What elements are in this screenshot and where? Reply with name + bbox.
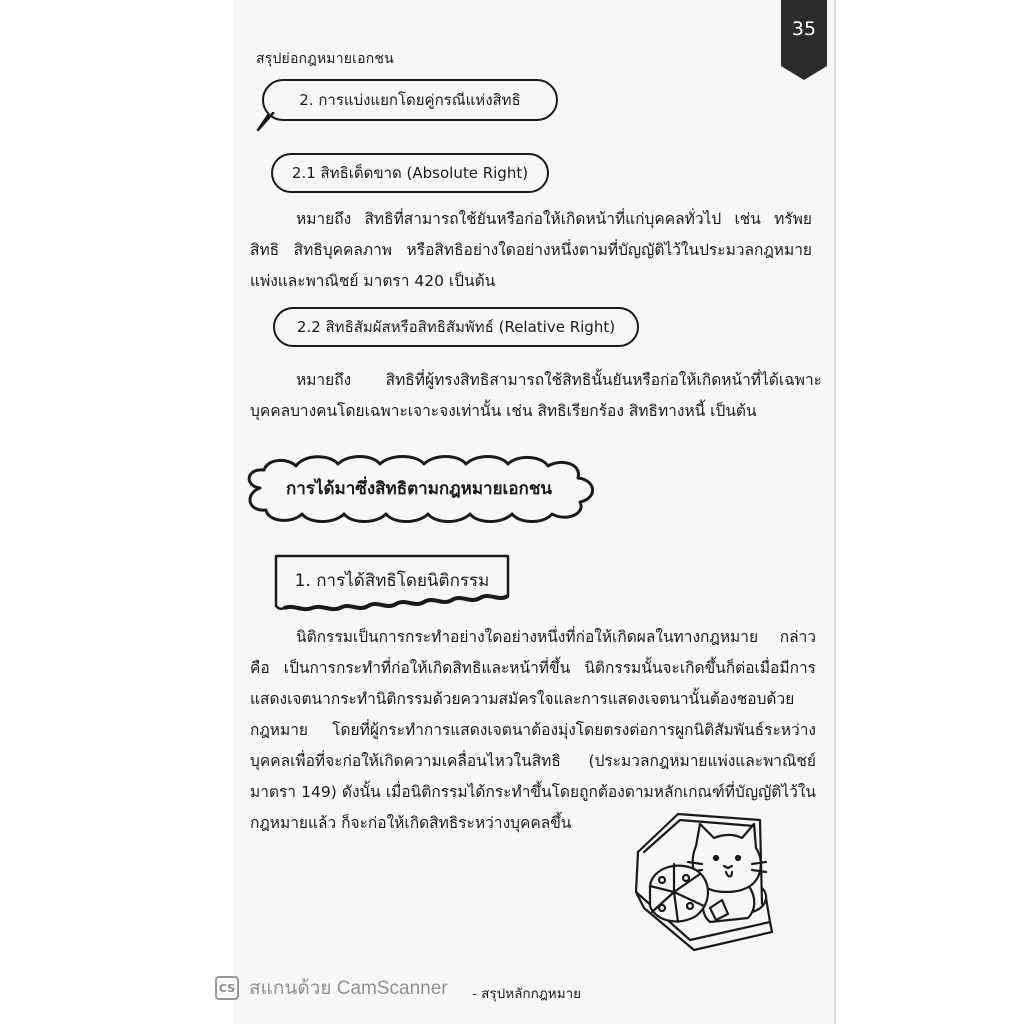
scanner-watermark <box>215 975 448 1001</box>
subsection-2-1-heading <box>271 153 549 193</box>
speech-tail-icon <box>254 112 280 134</box>
running-head: สรุปย่อกฎหมายเอกชน <box>256 51 394 67</box>
camscanner-logo-icon: CS <box>215 976 239 1000</box>
page-number: 35 <box>791 18 817 40</box>
section-1-body: นิติกรรมเป็นการกระทำอย่างใดอย่างหนึ่งที่ก่อให้เกิดผลในทางกฎหมาย กล่าวคือ เป็นการกระทำที่ก่อให้เกิดสิทธิและหน้าที่ขึ้น นิติกรรมนั้นจะเกิดขึ้นก็ต่อเมื่อมีการแสดงเจตนากระทำนิติกรรมด้วยความสมัครใจและการแสดงเจตนานั้นต้องชอบด้วยกฎหมาย โดยที่ผู้กระทำการแสดงเจตนาต้องมุ่งโดยตรงต่อการผูกนิติสัมพันธ์ระหว่างบุคคลเพื่อที่จะก่อให้เกิดความเคลื่อนไหวในสิทธิ (ประมวลกฎหมายแพ่งและพาณิชย์ มาตรา 149) ดังนั้น เมื่อนิติกรรมได้กระทำขึ้นโดยถูกต้องตามหลักเกณฑ์ที่บัญญัติไว้ในกฎหมายแล้ว ก็จะก่อให้เกิดสิทธิระหว่างบุคคลขึ้น <box>250 628 816 832</box>
section-2-heading-text: 2. การแบ่งแยกโดยคู่กรณีแห่งสิทธิ <box>299 90 521 109</box>
subsection-2-1-heading-text: 2.1 สิทธิเด็ดขาด (Absolute Right) <box>291 163 529 182</box>
subsection-2-1-body: หมายถึง สิทธิที่สามารถใช้ยันหรือก่อให้เกิดหน้าที่แก่บุคคลทั่วไป เช่น ทรัพยสิทธิ สิทธิบุคคลภาพ หรือสิทธิอย่างใดอย่างหนึ่งตามที่บัญญัติไว้ในประมวลกฎหมายแพ่งและพาณิชย์ มาตรา 420 เป็นต้น <box>250 210 812 290</box>
subsection-2-2-heading <box>273 307 639 347</box>
section-2-heading <box>262 79 558 121</box>
scanner-watermark-text: สแกนด้วย CamScanner <box>249 978 448 999</box>
book-footer: - สรุปหลักกฎหมาย <box>472 986 582 1002</box>
page-number-tab <box>781 0 827 80</box>
section-1-heading: 1. การได้สิทธิโดยนิติกรรม <box>294 570 490 591</box>
chapter-heading: การได้มาซึ่งสิทธิตามกฎหมายเอกชน <box>286 478 552 499</box>
subsection-2-2-body: หมายถึง สิทธิที่ผู้ทรงสิทธิสามารถใช้สิทธินั้นยันหรือก่อให้เกิดหน้าที่ได้เฉพาะบุคคลบางคนโดยเฉพาะเจาะจงเท่านั้น เช่น สิทธิเรียกร้อง สิทธิทางหนี้ เป็นต้น <box>250 371 822 420</box>
subsection-2-2-heading-text: 2.2 สิทธิสัมผัสหรือสิทธิสัมพัทธ์ (Relative Right) <box>296 317 616 336</box>
cat-pizza-box-icon <box>630 812 780 952</box>
